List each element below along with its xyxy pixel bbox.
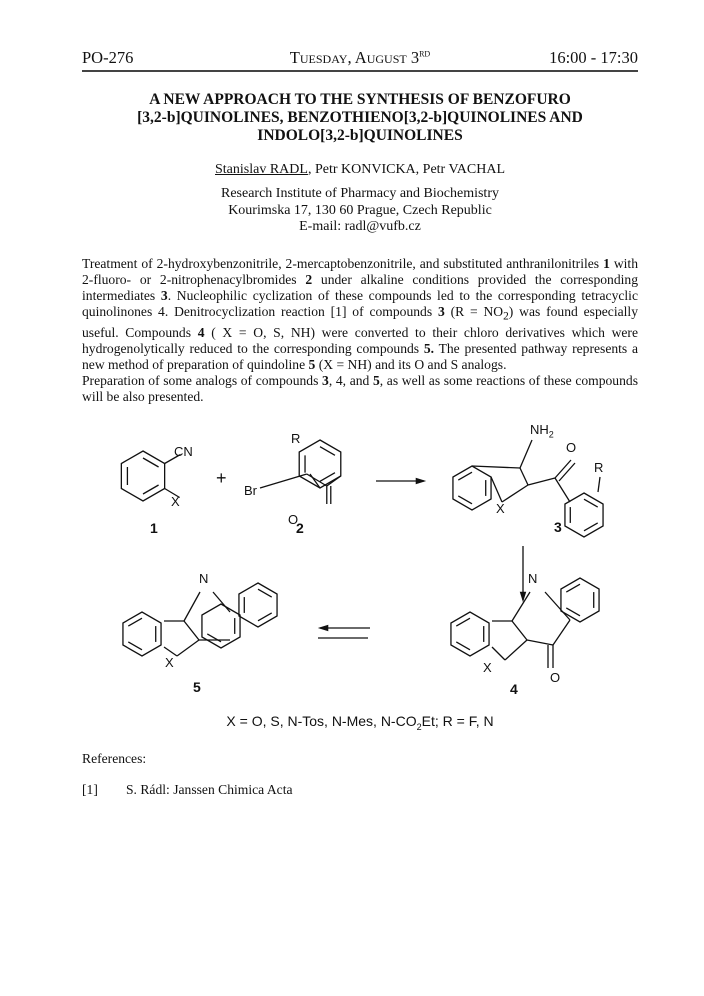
label-r: R [291,431,301,446]
reference-item [82,782,293,798]
label-x: X [171,494,180,509]
bond [545,592,570,620]
day-sup: RD [419,49,431,59]
label-x: X [165,655,174,670]
bond [184,592,200,621]
compound-3-label: 3 [554,519,562,535]
bond [555,460,571,478]
bond [491,477,502,502]
title-line: INDOLO[3,2-b]QUINOLINES [257,127,463,144]
address: Kourimska 17, 130 60 Prague, Czech Republic [228,202,492,218]
bond [555,478,570,502]
email: E-mail: radl@vufb.cz [299,219,421,234]
bond [213,592,230,612]
scheme-caption: X = O, S, N-Tos, N-Mes, $N-CO_2Et$; R = F, N [226,713,494,732]
bond [520,440,532,468]
bond [553,620,570,645]
references-heading: References: [82,751,147,766]
bond [505,640,527,660]
bond [512,592,530,621]
bond [598,477,600,492]
bond [327,476,341,486]
abstract-p1: Treatment of 2-hydroxybenzonitrile, 2-mercaptobenzonitrile, and substituted anthranilonitriles 1 with 2-fluoro- or 2-nitrophenacylbromides 2 under alkaline conditions provided the corresponding intermediates 3. Nucleophilic cyclization of these compounds led to the corresponding tetracyclic quinolinones 4. Denitrocyclization reaction [1] of compounds 3 $(R = NO_2)$ was found especially useful. Compounds 4 ( X = O, S, NH) were converted to their chloro derivatives which were hydrogenolytically reduced to the corresponding compounds 5. The presented pathway represents a new method of preparation of quindoline 5 (X = NH) and its O and S analogs. [82,256,639,373]
label-n: N [199,571,209,586]
plus-sign: + [216,468,227,488]
title-line: A NEW APPROACH TO THE SYNTHESIS OF BENZOFURO [149,91,571,108]
arrow [521,592,526,600]
title-line: [3,2-b]QUINOLINES, BENZOTHIENO[3,2-b]QUINOLINES AND [137,109,583,126]
bond [520,468,528,485]
label-cn: CN [174,444,193,459]
compound-1-label: 1 [150,520,158,536]
abstract-p2: Preparation of some analogs of compounds 3, 4, and 5, as well as some reactions of these compounds will be also presented. [82,373,638,405]
bond [472,466,520,468]
bond [260,474,307,488]
label-x: X [496,501,505,516]
label-nh2: $NH_2$ [530,422,554,440]
bond [177,640,199,656]
bond [559,463,575,481]
label-o: O [566,440,577,455]
arrow [416,479,424,484]
label-r: R [594,460,604,475]
reference-text: S. Rádl: Janssen Chimica Acta [126,782,293,797]
label-o: O [288,512,299,527]
reference-number: [1] [82,782,98,797]
label-n: N [528,571,538,586]
co-authors: , Petr KONVICKA, Petr VACHAL [307,162,505,177]
day-text: Tuesday, August 3 [289,48,420,67]
bond [502,485,528,502]
bond [184,621,199,640]
poster-code: PO-276 [82,48,134,67]
bond [492,647,505,660]
bond [512,621,527,640]
bond [527,640,553,645]
label-o: O [550,670,561,685]
label-br: Br [244,483,257,498]
bond [528,478,555,485]
label-x: X [483,660,492,675]
institute: Research Institute of Pharmacy and Biochemistry [221,186,499,201]
presenting-author: Stanislav RADL [215,162,308,177]
compound-5-label: 5 [193,679,201,695]
arrow [320,626,328,631]
session-time: 16:00 - 17:30 [549,48,638,67]
compound-4-label: 4 [510,681,518,697]
compound-2-label: 2 [296,520,304,536]
